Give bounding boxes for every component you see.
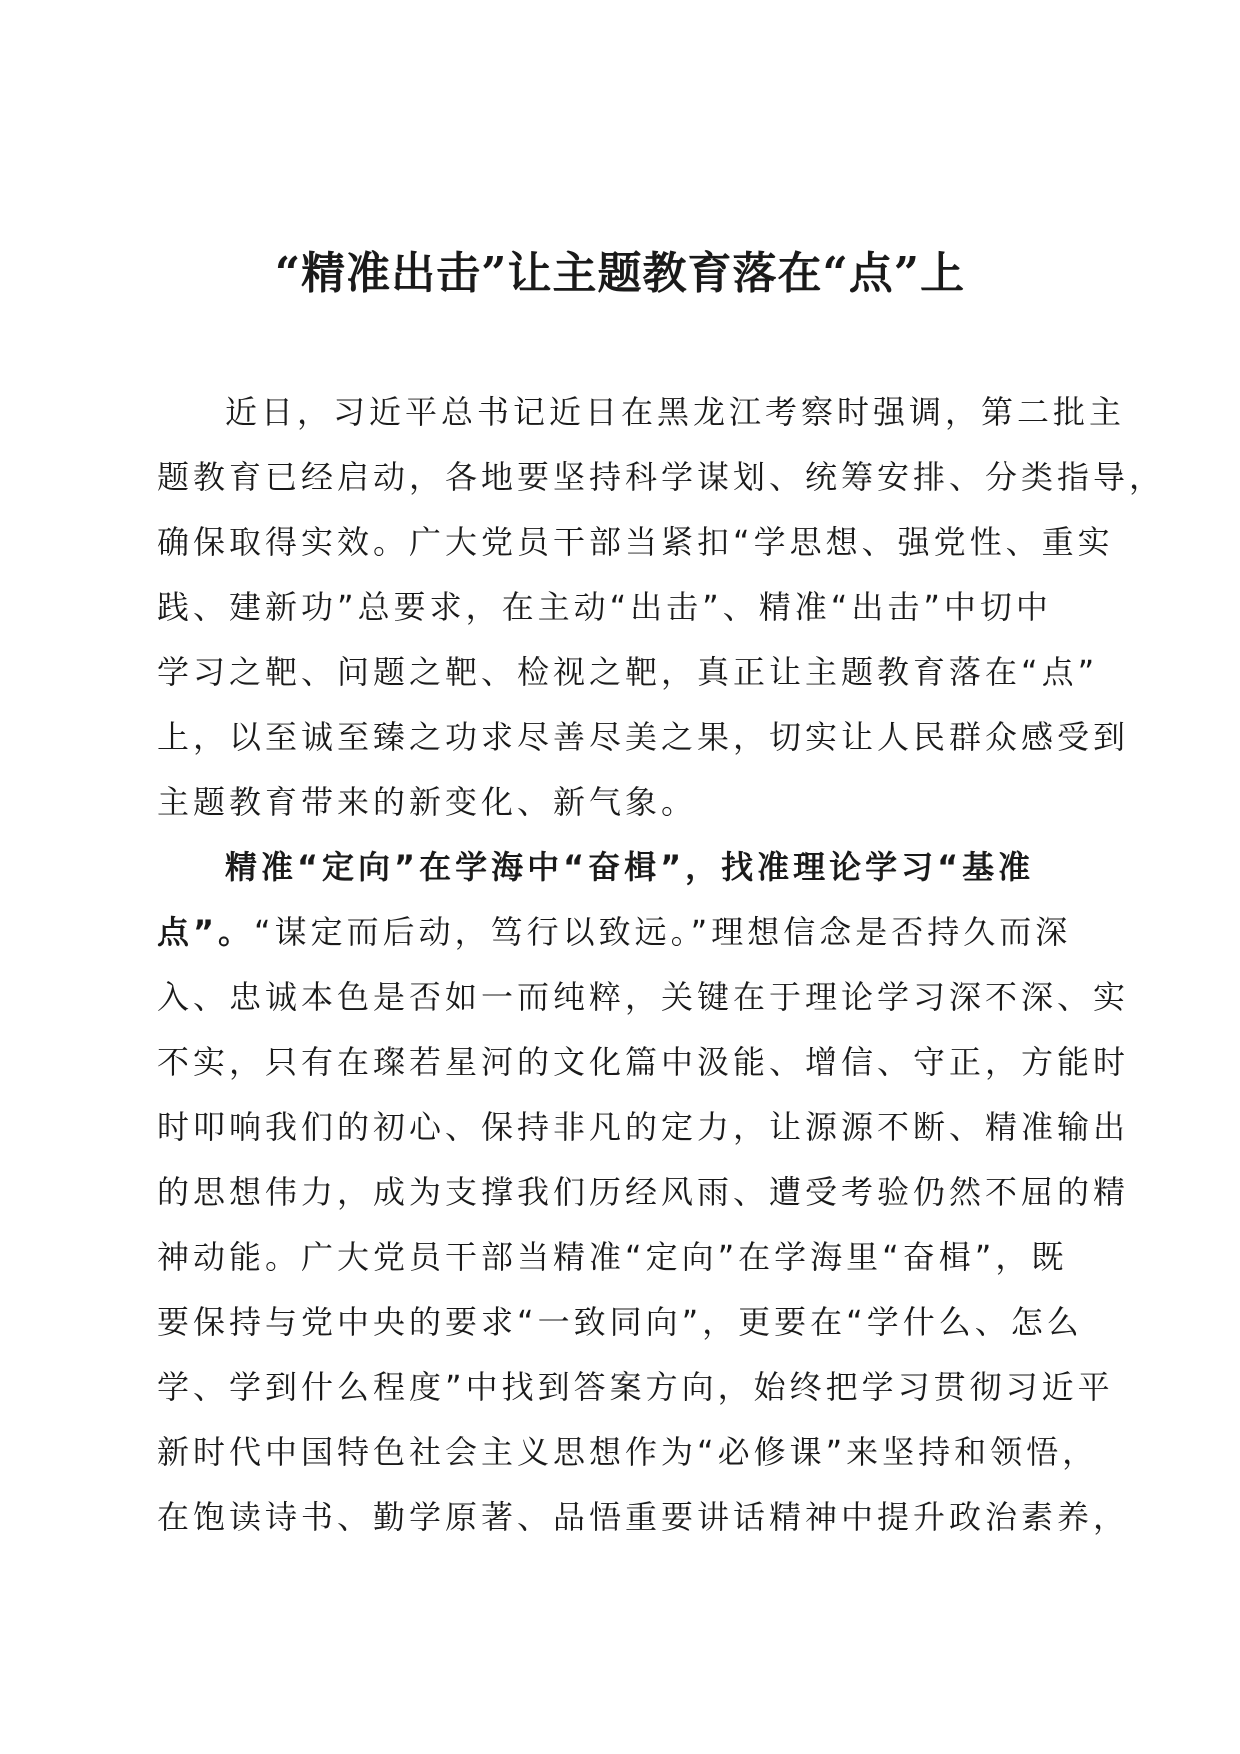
text-line-rest: “谋定而后动，笃行以致远。”理想信念是否持久而深 <box>254 913 1072 951</box>
text-line: 时叩响我们的初心、保持非凡的定力，让源源不断、精准输出 <box>157 1108 1130 1146</box>
text-line: 神动能。广大党员干部当精准“定向”在学海里“奋楫”，既 <box>157 1238 1068 1276</box>
text-line: 主题教育带来的新变化、新气象。 <box>157 783 698 821</box>
text-line: 在饱读诗书、勤学原著、品悟重要讲话精神中提升政治素养， <box>157 1498 1130 1536</box>
text-line: 学习之靶、问题之靶、检视之靶，真正让主题教育落在“点” <box>157 653 1099 691</box>
text-line: 上，以至诚至臻之功求尽善尽美之果，切实让人民群众感受到 <box>157 718 1130 756</box>
text-line: 践、建新功”总要求，在主动“出击”、精准“出击”中切中 <box>157 588 1052 626</box>
text-line: 的思想伟力，成为支撑我们历经风雨、遭受考验仍然不屈的精 <box>157 1173 1130 1211</box>
text-line: 题教育已经启动，各地要坚持科学谋划、统筹安排、分类指导， <box>157 458 1166 496</box>
section-heading: 精准“定向”在学海中“奋楫”，找准理论学习“基准 <box>225 848 1035 886</box>
text-line: 近日，习近平总书记近日在黑龙江考察时强调，第二批主 <box>225 393 1126 431</box>
document-title: “精准出击”让主题教育落在“点”上 <box>274 248 966 299</box>
paragraph-theory-study <box>157 835 1130 1550</box>
text-line: 新时代中国特色社会主义思想作为“必修课”来坚持和领悟， <box>157 1433 1099 1471</box>
text-line: 不实，只有在璨若星河的文化篇中汲能、增信、守正，方能时 <box>157 1043 1130 1081</box>
paragraph-intro <box>157 380 1166 835</box>
text-line: 入、忠诚本色是否如一而纯粹，关键在于理论学习深不深、实 <box>157 978 1130 1016</box>
document-body <box>157 380 1166 1550</box>
text-line: 要保持与党中央的要求“一致同向”，更要在“学什么、怎么 <box>157 1303 1083 1341</box>
section-heading-end: 点”。 <box>157 913 255 951</box>
text-line: 学、学到什么程度”中找到答案方向，始终把学习贯彻习近平 <box>157 1368 1114 1406</box>
text-line <box>157 900 1082 965</box>
text-line: 确保取得实效。广大党员干部当紧扣“学思想、强党性、重实 <box>157 523 1114 561</box>
